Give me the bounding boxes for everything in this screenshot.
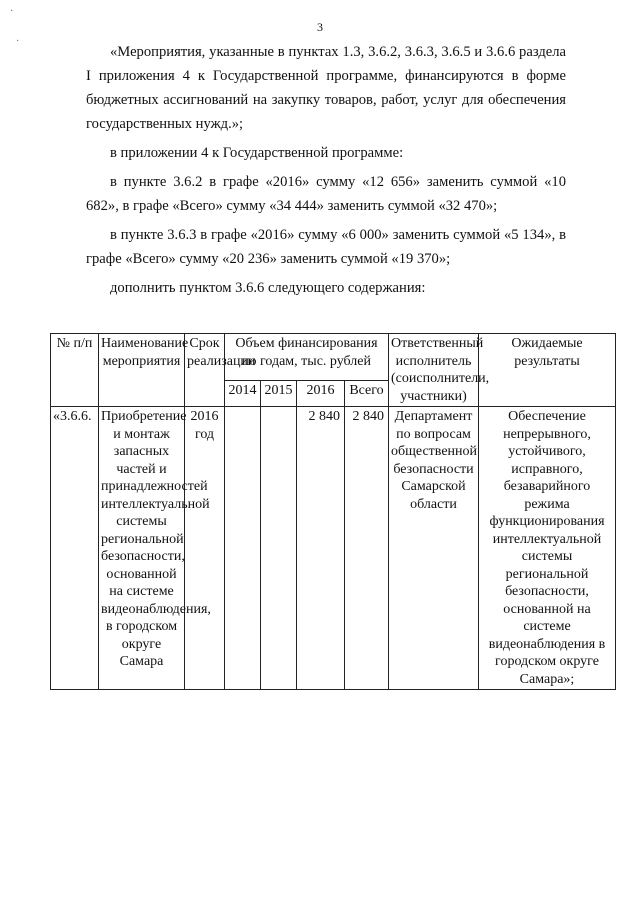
cell-2015 (261, 407, 297, 690)
header-year-2016: 2016 (297, 381, 345, 407)
cell-num: «3.6.6. (51, 407, 99, 690)
header-term: Срок реализации (185, 334, 225, 407)
header-year-2014: 2014 (225, 381, 261, 407)
header-results: Ожидаемые результаты (479, 334, 616, 407)
cell-name: Приобретение и монтаж запасных частей и принадлежностей интеллектуальной системы региональной безопасности, основанной на системе видеонаблюдения, в городском округе Самара (99, 407, 185, 690)
cell-term: 2016 год (185, 407, 225, 690)
header-num: № п/п (51, 334, 99, 407)
cell-results: Обеспечение непрерывного, устойчивого, исправного, безаварийного режима функционирования интеллектуальной системы региональной безопасности, основанной на системе видеонаблюдения в городском округе Самара»; (479, 407, 616, 690)
cell-2014 (225, 407, 261, 690)
header-executor: Ответственный исполнитель (соисполнители, участники) (389, 334, 479, 407)
body-text (86, 40, 566, 304)
paragraph: в пункте 3.6.2 в графе «2016» сумму «12 656» заменить суммой «10 682», в графе «Всего» сумму «34 444» заменить суммой «32 470»; (86, 174, 566, 214)
header-total: Всего (345, 381, 389, 407)
paragraph: в пункте 3.6.3 в графе «2016» сумму «6 000» заменить суммой «5 134», в графе «Всего» сумму «20 236» заменить суммой «19 370»; (86, 227, 566, 267)
scan-speck: · (10, 6, 14, 17)
header-name: Наименование мероприятия (99, 334, 185, 407)
header-year-2015: 2015 (261, 381, 297, 407)
paragraph: «Мероприятия, указанные в пунктах 1.3, 3.6.2, 3.6.3, 3.6.5 и 3.6.6 раздела I приложения 4 к Государственной программе, финансируются в форме бюджетных ассигнований на закупку товаров, работ, услуг для обеспечения государственных нужд.»; (86, 44, 566, 132)
cell-2016: 2 840 (297, 407, 345, 690)
page-number: 3 (317, 20, 323, 34)
scan-speck: · (16, 36, 20, 47)
table-row (51, 407, 616, 690)
cell-executor: Департамент по вопросам общественной безопасности Самарской области (389, 407, 479, 690)
cell-total: 2 840 (345, 407, 389, 690)
paragraph: дополнить пунктом 3.6.6 следующего содержания: (110, 280, 426, 296)
paragraph: в приложении 4 к Государственной программе: (110, 145, 404, 161)
header-funding: Объем финансирования по годам, тыс. рублей (225, 334, 389, 381)
funding-table (50, 333, 616, 690)
